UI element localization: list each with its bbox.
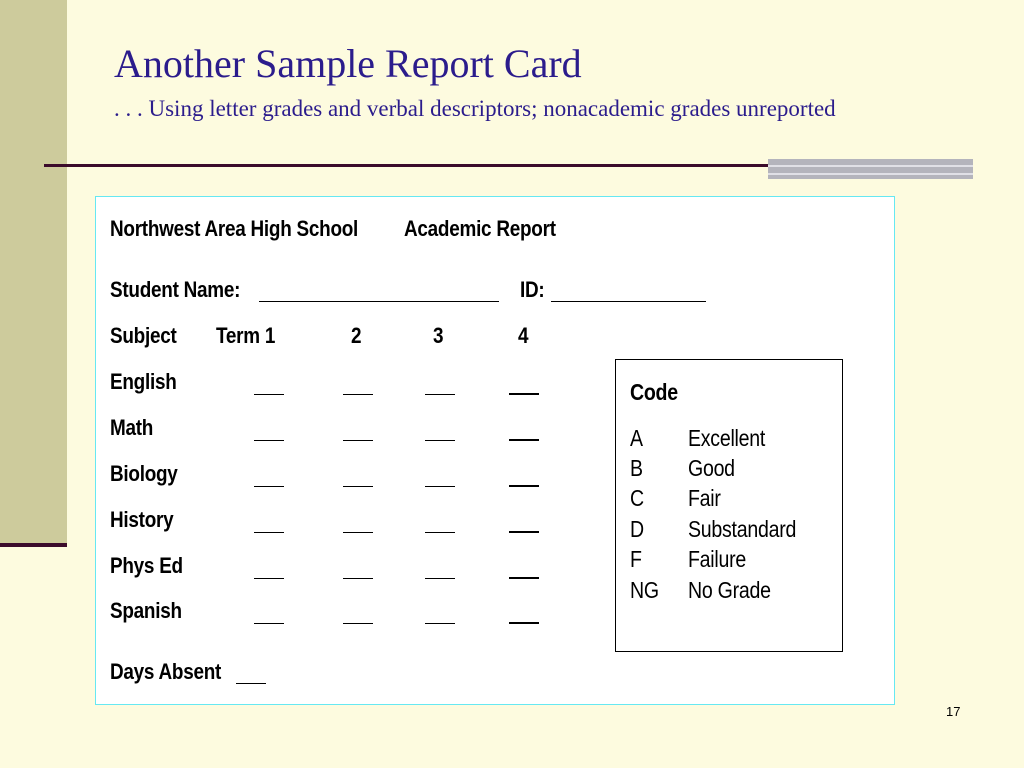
student-name-label: Student Name: (110, 277, 241, 302)
grade-blank (509, 531, 539, 533)
header-term-1: Term 1 (216, 323, 276, 348)
grade-blank (254, 623, 284, 624)
decorative-side-bar (0, 0, 67, 545)
code-grade: F (630, 546, 642, 572)
grade-blank (509, 622, 539, 624)
code-meaning: Excellent (688, 425, 766, 451)
grade-blank (254, 578, 284, 579)
code-grade: NG (630, 577, 659, 603)
grade-blank (343, 440, 373, 441)
report-type: Academic Report (404, 216, 556, 241)
grade-blank (509, 577, 539, 579)
grade-blank (425, 578, 455, 579)
page-number: 17 (946, 704, 961, 719)
id-blank (551, 301, 706, 302)
report-card (95, 196, 895, 705)
grade-blank (509, 393, 539, 395)
header-subject: Subject (110, 323, 177, 348)
days-absent-label: Days Absent (110, 659, 222, 684)
grade-blank (254, 532, 284, 533)
grade-blank (343, 486, 373, 487)
grade-blank (343, 532, 373, 533)
id-label: ID: (520, 277, 545, 302)
code-grade: B (630, 455, 643, 481)
code-title: Code (630, 379, 678, 405)
code-grade: A (630, 425, 643, 451)
subject-name: Math (110, 415, 154, 440)
grade-blank (254, 394, 284, 395)
days-absent-blank (236, 683, 266, 684)
school-name: Northwest Area High School (110, 216, 359, 241)
header-term-3: 3 (433, 323, 444, 348)
subject-name: Spanish (110, 598, 182, 623)
slide-subtitle: . . . Using letter grades and verbal descriptors; nonacademic grades unreported (114, 96, 836, 121)
grade-blank (425, 532, 455, 533)
grade-blank (425, 623, 455, 624)
code-grade: C (630, 485, 644, 511)
code-meaning: Good (688, 455, 735, 481)
code-meaning: Substandard (688, 516, 797, 542)
grade-blank (254, 486, 284, 487)
subject-name: Phys Ed (110, 553, 183, 578)
grade-blank (343, 578, 373, 579)
grade-blank (509, 485, 539, 487)
subject-name: History (110, 507, 174, 532)
code-meaning: No Grade (688, 577, 771, 603)
code-meaning: Fair (688, 485, 721, 511)
grade-blank (343, 623, 373, 624)
grade-code-legend (615, 359, 843, 652)
grade-blank (425, 440, 455, 441)
title-divider-accent (768, 159, 973, 179)
grade-blank (425, 394, 455, 395)
grade-blank (343, 394, 373, 395)
subject-name: Biology (110, 461, 178, 486)
header-term-2: 2 (351, 323, 362, 348)
grade-blank (425, 486, 455, 487)
header-term-4: 4 (518, 323, 529, 348)
student-name-blank (259, 301, 499, 302)
grade-blank (509, 439, 539, 441)
slide-title: Another Sample Report Card (114, 41, 582, 86)
code-meaning: Failure (688, 546, 746, 572)
subject-name: English (110, 369, 177, 394)
grade-blank (254, 440, 284, 441)
code-grade: D (630, 516, 644, 542)
decorative-side-line (0, 543, 67, 547)
